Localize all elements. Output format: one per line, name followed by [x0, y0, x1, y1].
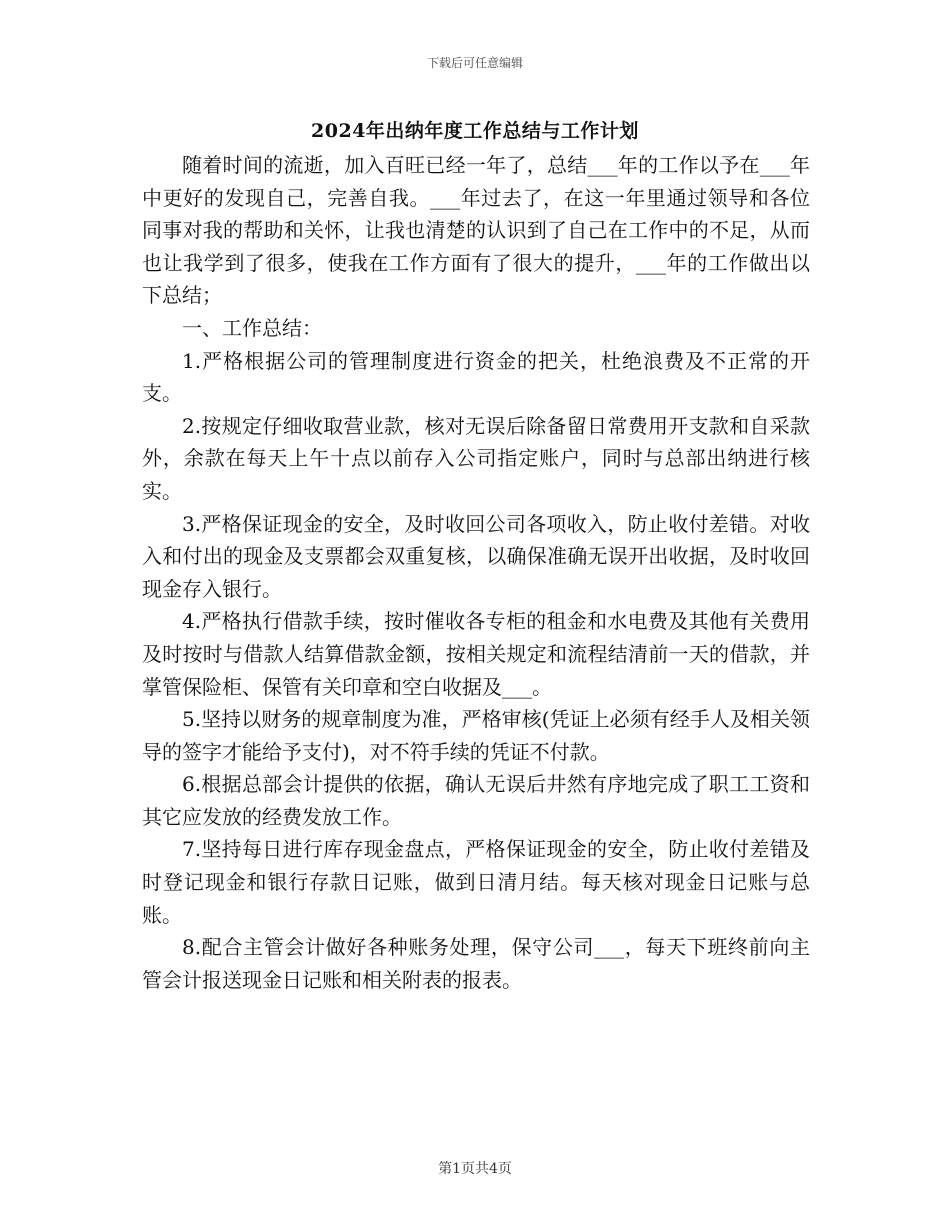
list-item-8: 8.配合主管会计做好各种账务处理，保守公司___，每天下班终前向主管会计报送现金日记账和相关附表的报表。: [142, 935, 810, 992]
list-item-6: 6.根据总部会计提供的依据，确认无误后井然有序地完成了职工工资和其它应发放的经费发放工作。: [142, 772, 810, 829]
list-item-5: 5.坚持以财务的规章制度为准，严格审核(凭证上必须有经手人及相关领导的签字才能给予支付)，对不符手续的凭证不付款。: [142, 707, 810, 764]
list-item-1: 1.严格根据公司的管理制度进行资金的把关，杜绝浪费及不正常的开支。: [142, 348, 810, 406]
section-heading-work-summary: 一、工作总结：: [182, 315, 322, 340]
page-title: 2024年出纳年度工作总结与工作计划: [311, 120, 639, 142]
paragraph-intro: 随着时间的流逝，加入百旺已经一年了，总结___年的工作以予在___年中更好的发现自己，完善自我。___年过去了，在这一年里通过领导和各位同事对我的帮助和关怀，让我也清楚的认识到了自己在工作中的不足，从而也让我学到了很多，使我在工作方面有了很大的提升，___年的工作做出以下总结；: [142, 153, 810, 308]
page-number-footer: 第1页共4页: [438, 1161, 512, 1177]
list-item-2: 2.按规定仔细收取营业款，核对无误后除备留日常费用开支款和自采款外，余款在每天上午十点以前存入公司指定账户，同时与总部出纳进行核实。: [142, 413, 810, 503]
list-item-3: 3.严格保证现金的安全，及时收回公司各项收入，防止收付差错。对收入和付出的现金及支票都会双重复核，以确保准确无误开出收据，及时收回现金存入银行。: [142, 511, 810, 601]
list-item-4: 4.严格执行借款手续，按时催收各专柜的租金和水电费及其他有关费用及时按时与借款人结算借款金额，按相关规定和流程结清前一天的借款，并掌管保险柜、保管有关印章和空白收据及___。: [142, 609, 810, 699]
list-item-7: 7.坚持每日进行库存现金盘点，严格保证现金的安全，防止收付差错及时登记现金和银行存款日记账，做到日清月结。每天核对现金日记账与总账。: [142, 837, 810, 927]
header-note: 下载后可任意编辑: [426, 56, 523, 70]
document-body: [142, 149, 810, 996]
